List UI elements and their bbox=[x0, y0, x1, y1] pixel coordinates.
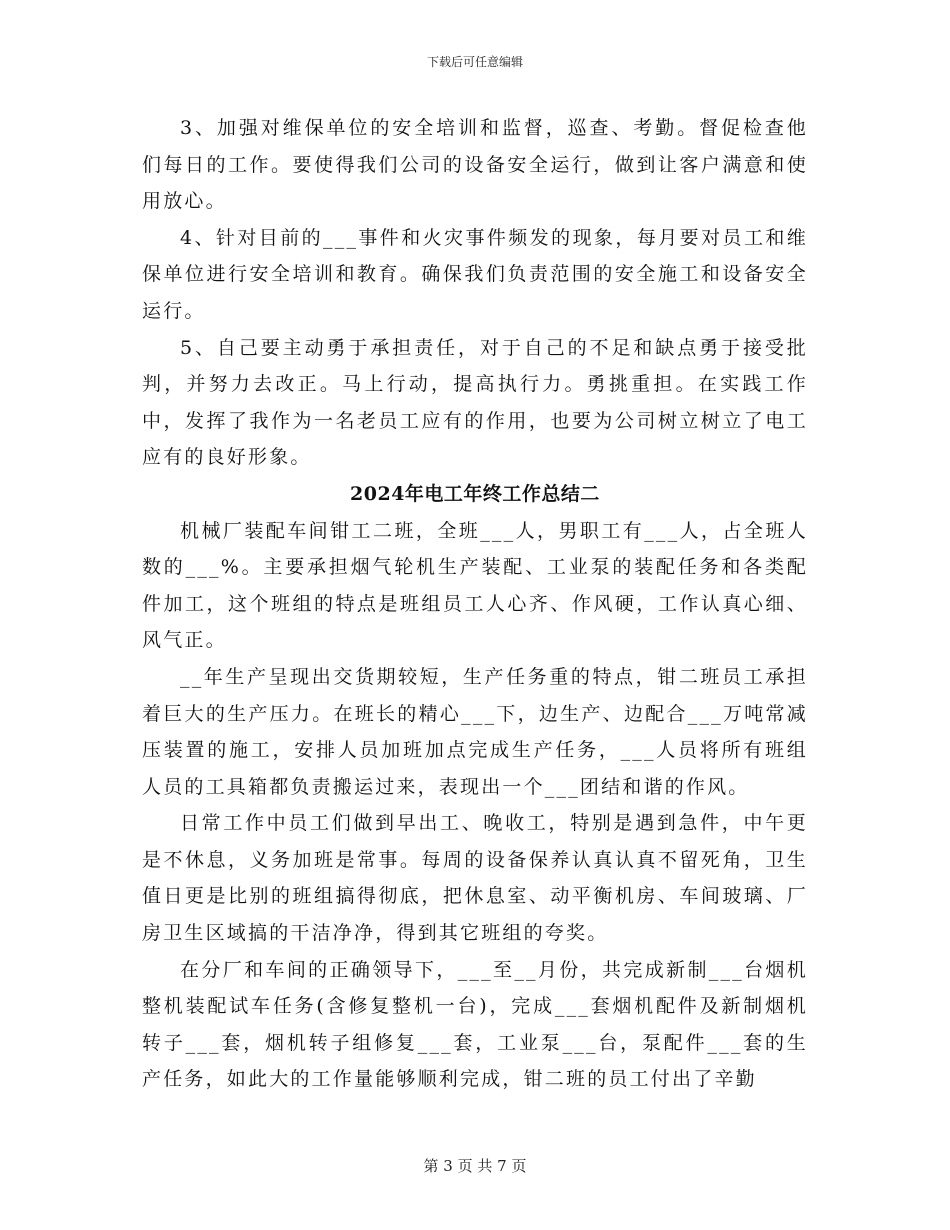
paragraph-production-pressure: __年生产呈现出交货期较短，生产任务重的特点，钳二班员工承担着巨大的生产压力。在班长的精心___下，边生产、边配合___万吨常减压装置的施工，安排人员加班加点完成生产任务，___人员将所有班组人员的工具箱都负责搬运过来，表现出一个___团结和谐的作风。 bbox=[142, 665, 808, 798]
page-footer: 第 3 页 共 7 页 bbox=[423, 1157, 527, 1175]
paragraph-item-3: 3、加强对维保单位的安全培训和监督，巡查、考勤。督促检查他们每日的工作。要使得我们公司的设备安全运行，做到让客户满意和使用放心。 bbox=[142, 117, 808, 213]
page-header: 下载后可任意编辑 bbox=[426, 55, 523, 69]
paragraph-team-intro: 机械厂装配车间钳工二班，全班___人，男职工有___人，占全班人数的___%。主要承担烟气轮机生产装配、工业泵的装配任务和各类配件加工，这个班组的特点是班组员工人心齐、作风硬，工作认真心细、风气正。 bbox=[142, 519, 808, 652]
section-title: 2024年电工年终工作总结二 bbox=[350, 482, 600, 505]
paragraph-item-4: 4、针对目前的___事件和火灾事件频发的现象，每月要对员工和维保单位进行安全培训和教育。确保我们负责范围的安全施工和设备安全运行。 bbox=[142, 226, 808, 322]
paragraph-achievements: 在分厂和车间的正确领导下，___至__月份，共完成新制___台烟机整机装配试车任务(含修复整机一台)，完成___套烟机配件及新制烟机转子___套，烟机转子组修复___套，工业泵___台，泵配件___套的生产任务，如此大的工作量能够顺利完成，钳二班的员工付出了辛勤 bbox=[142, 958, 808, 1091]
document-body bbox=[142, 110, 808, 1098]
paragraph-item-5: 5、自己要主动勇于承担责任，对于自己的不足和缺点勇于接受批判，并努力去改正。马上行动，提高执行力。勇挑重担。在实践工作中，发挥了我作为一名老员工应有的作用，也要为公司树立树立了电工应有的良好形象。 bbox=[142, 336, 808, 469]
paragraph-daily-work: 日常工作中员工们做到早出工、晚收工，特别是遇到急件，中午更是不休息，义务加班是常事。每周的设备保养认真认真不留死角，卫生值日更是比别的班组搞得彻底，把休息室、动平衡机房、车间玻璃、厂房卫生区域搞的干洁净净，得到其它班组的夸奖。 bbox=[142, 812, 808, 945]
